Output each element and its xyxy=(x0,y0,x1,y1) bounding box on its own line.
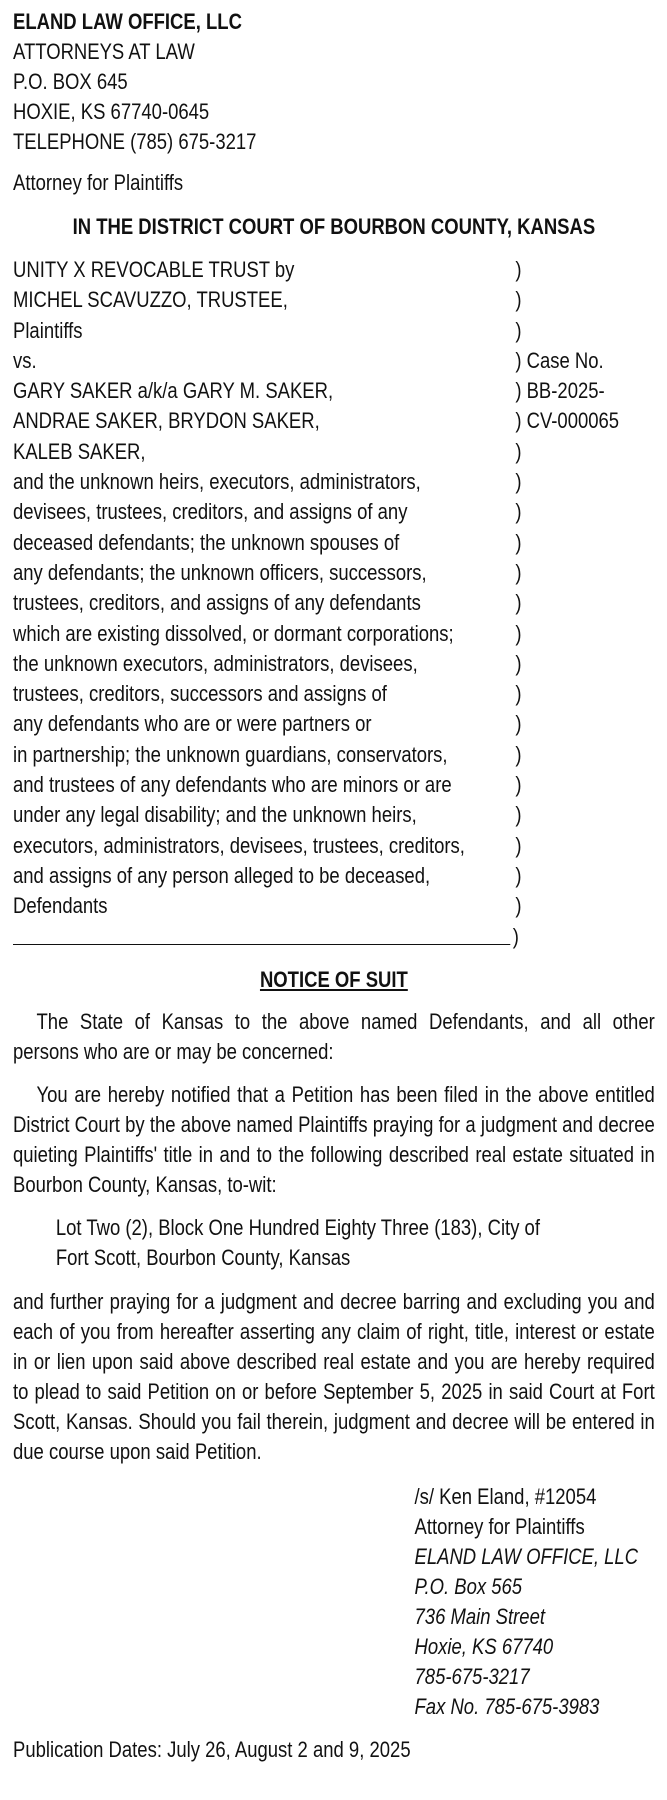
caption-right-column: ) xyxy=(515,620,522,646)
caption-row xyxy=(13,770,655,800)
caption-row xyxy=(13,679,655,709)
caption-party-text: UNITY X REVOCABLE TRUST by xyxy=(13,257,295,282)
caption-right-column: ) xyxy=(515,559,522,585)
caption-right-column: ) xyxy=(515,650,522,676)
caption-row xyxy=(13,406,655,436)
legal-description-line: Lot Two (2), Block One Hundred Eighty Three (183), City of xyxy=(55,1214,540,1240)
signature-line: ELAND LAW OFFICE, LLC xyxy=(414,1543,639,1569)
caption-party-text: trustees, creditors, and assigns of any defendants xyxy=(13,590,421,616)
court-heading: IN THE DISTRICT COURT OF BOURBON COUNTY, KANSAS xyxy=(72,214,596,239)
attorney-role: Attorney for Plaintiffs xyxy=(13,170,184,195)
caption-right-column: ) xyxy=(515,287,522,313)
caption-right-column: ) xyxy=(515,469,522,495)
caption-party-text: any defendants who are or were partners or xyxy=(13,711,372,737)
signature-line: /s/ Ken Eland, #12054 xyxy=(414,1483,597,1509)
signature-line: Attorney for Plaintiffs xyxy=(414,1513,585,1539)
signature-line: P.O. Box 565 xyxy=(414,1573,523,1599)
caption-row xyxy=(13,497,655,527)
firm-header xyxy=(13,7,655,198)
header-line: P.O. BOX 645 xyxy=(13,69,128,94)
caption-party-text: ANDRAE SAKER, BRYDON SAKER, xyxy=(13,408,320,434)
legal-notice xyxy=(13,7,655,1765)
caption-party-text: executors, administrators, devisees, trustees, creditors, xyxy=(13,832,465,858)
caption-row xyxy=(13,316,655,346)
caption-party-text: trustees, creditors, successors and assigns of xyxy=(13,681,387,707)
caption-party-text: Plaintiffs xyxy=(13,317,83,343)
caption-right-column: ) xyxy=(515,893,522,919)
caption-right-column: ) BB-2025- xyxy=(515,378,605,404)
caption-party-text: any defendants; the unknown officers, successors, xyxy=(13,559,427,585)
paragraph: and further praying for a judgment and decree barring and excluding you and each of you from hereafter asserting any claim of right, title, interest or estate in or lien upon said above described real estate and you are hereby required to plead to said Petition on or before September 5, 2025 in said Court at Fort Scott, Kansas. Should you fail therein, judgment and decree will be entered in due course upon said Petition. xyxy=(13,1288,655,1464)
header-line: HOXIE, KS 67740-0645 xyxy=(13,99,210,124)
caption-close: ) xyxy=(512,923,519,949)
divider xyxy=(13,944,510,945)
caption-right-column: ) xyxy=(515,711,522,737)
caption-party-text: GARY SAKER a/k/a GARY M. SAKER, xyxy=(13,378,334,404)
caption-right-column: ) Case No. xyxy=(515,347,604,373)
caption-right-column: ) xyxy=(515,681,522,707)
caption-right-column: ) xyxy=(515,529,522,555)
caption-row xyxy=(13,619,655,649)
caption-party-text: which are existing dissolved, or dormant corporations; xyxy=(13,620,454,646)
caption-party-text: KALEB SAKER, xyxy=(13,438,146,464)
caption-party-text: and the unknown heirs, executors, administrators, xyxy=(13,469,421,495)
caption-party-text: vs. xyxy=(13,347,37,373)
caption-row xyxy=(13,891,655,921)
caption-row xyxy=(13,588,655,618)
caption-row xyxy=(13,800,655,830)
caption-right-column: ) xyxy=(515,802,522,828)
caption-row xyxy=(13,709,655,739)
caption-right-column: ) xyxy=(515,862,522,888)
caption-right-column: ) xyxy=(515,317,522,343)
firm-name: ELAND LAW OFFICE, LLC xyxy=(13,9,242,34)
caption-right-column: ) xyxy=(515,438,522,464)
caption-right-column: ) CV-000065 xyxy=(515,408,620,434)
caption-right-column: ) xyxy=(515,590,522,616)
caption-row xyxy=(13,467,655,497)
header-line: ATTORNEYS AT LAW xyxy=(13,39,195,64)
case-caption xyxy=(13,255,655,922)
caption-right-column: ) xyxy=(515,832,522,858)
caption-party-text: Defendants xyxy=(13,893,108,919)
signature-line: 736 Main Street xyxy=(414,1603,545,1629)
caption-row xyxy=(13,861,655,891)
caption-party-text: under any legal disability; and the unknown heirs, xyxy=(13,802,417,828)
header-line: TELEPHONE (785) 675-3217 xyxy=(13,129,257,154)
caption-party-text: devisees, trustees, creditors, and assigns of any xyxy=(13,499,408,525)
caption-row xyxy=(13,528,655,558)
publication-dates: Publication Dates: July 26, August 2 and 9, 2025 xyxy=(13,1736,411,1762)
notice-title: NOTICE OF SUIT xyxy=(259,966,408,992)
signature-line: Hoxie, KS 67740 xyxy=(414,1633,554,1659)
signature-line: 785-675-3217 xyxy=(414,1663,530,1689)
caption-row xyxy=(13,255,655,285)
signature-block xyxy=(415,1482,655,1722)
caption-row xyxy=(13,376,655,406)
paragraph: You are hereby notified that a Petition has been filed in the above entitled District Court by the above named Plaintiffs praying for a judgment and decree quieting Plaintiffs' title in and to the following described real estate situated in Bourbon County, Kansas, to-wit: xyxy=(13,1081,655,1197)
paragraph: The State of Kansas to the above named Defendants, and all other persons who are or may be concerned: xyxy=(13,1008,655,1064)
caption-party-text: the unknown executors, administrators, devisees, xyxy=(13,650,418,676)
caption-right-column: ) xyxy=(515,499,522,525)
caption-party-text: and trustees of any defendants who are minors or are xyxy=(13,772,452,798)
caption-row xyxy=(13,649,655,679)
caption-party-text: in partnership; the unknown guardians, conservators, xyxy=(13,741,448,767)
caption-party-text: deceased defendants; the unknown spouses of xyxy=(13,529,400,555)
caption-right-column: ) xyxy=(515,741,522,767)
caption-row xyxy=(13,831,655,861)
caption-party-text: and assigns of any person alleged to be deceased, xyxy=(13,862,431,888)
caption-row xyxy=(13,437,655,467)
caption-row xyxy=(13,740,655,770)
caption-right-column: ) xyxy=(515,257,522,282)
legal-description-line: Fort Scott, Bourbon County, Kansas xyxy=(55,1244,351,1270)
caption-row xyxy=(13,558,655,588)
signature-line: Fax No. 785-675-3983 xyxy=(414,1693,600,1719)
caption-right-column: ) xyxy=(515,772,522,798)
legal-description xyxy=(13,1213,655,1273)
caption-rule xyxy=(13,922,655,952)
caption-row xyxy=(13,285,655,315)
caption-row xyxy=(13,346,655,376)
caption-party-text: MICHEL SCAVUZZO, TRUSTEE, xyxy=(13,287,288,313)
